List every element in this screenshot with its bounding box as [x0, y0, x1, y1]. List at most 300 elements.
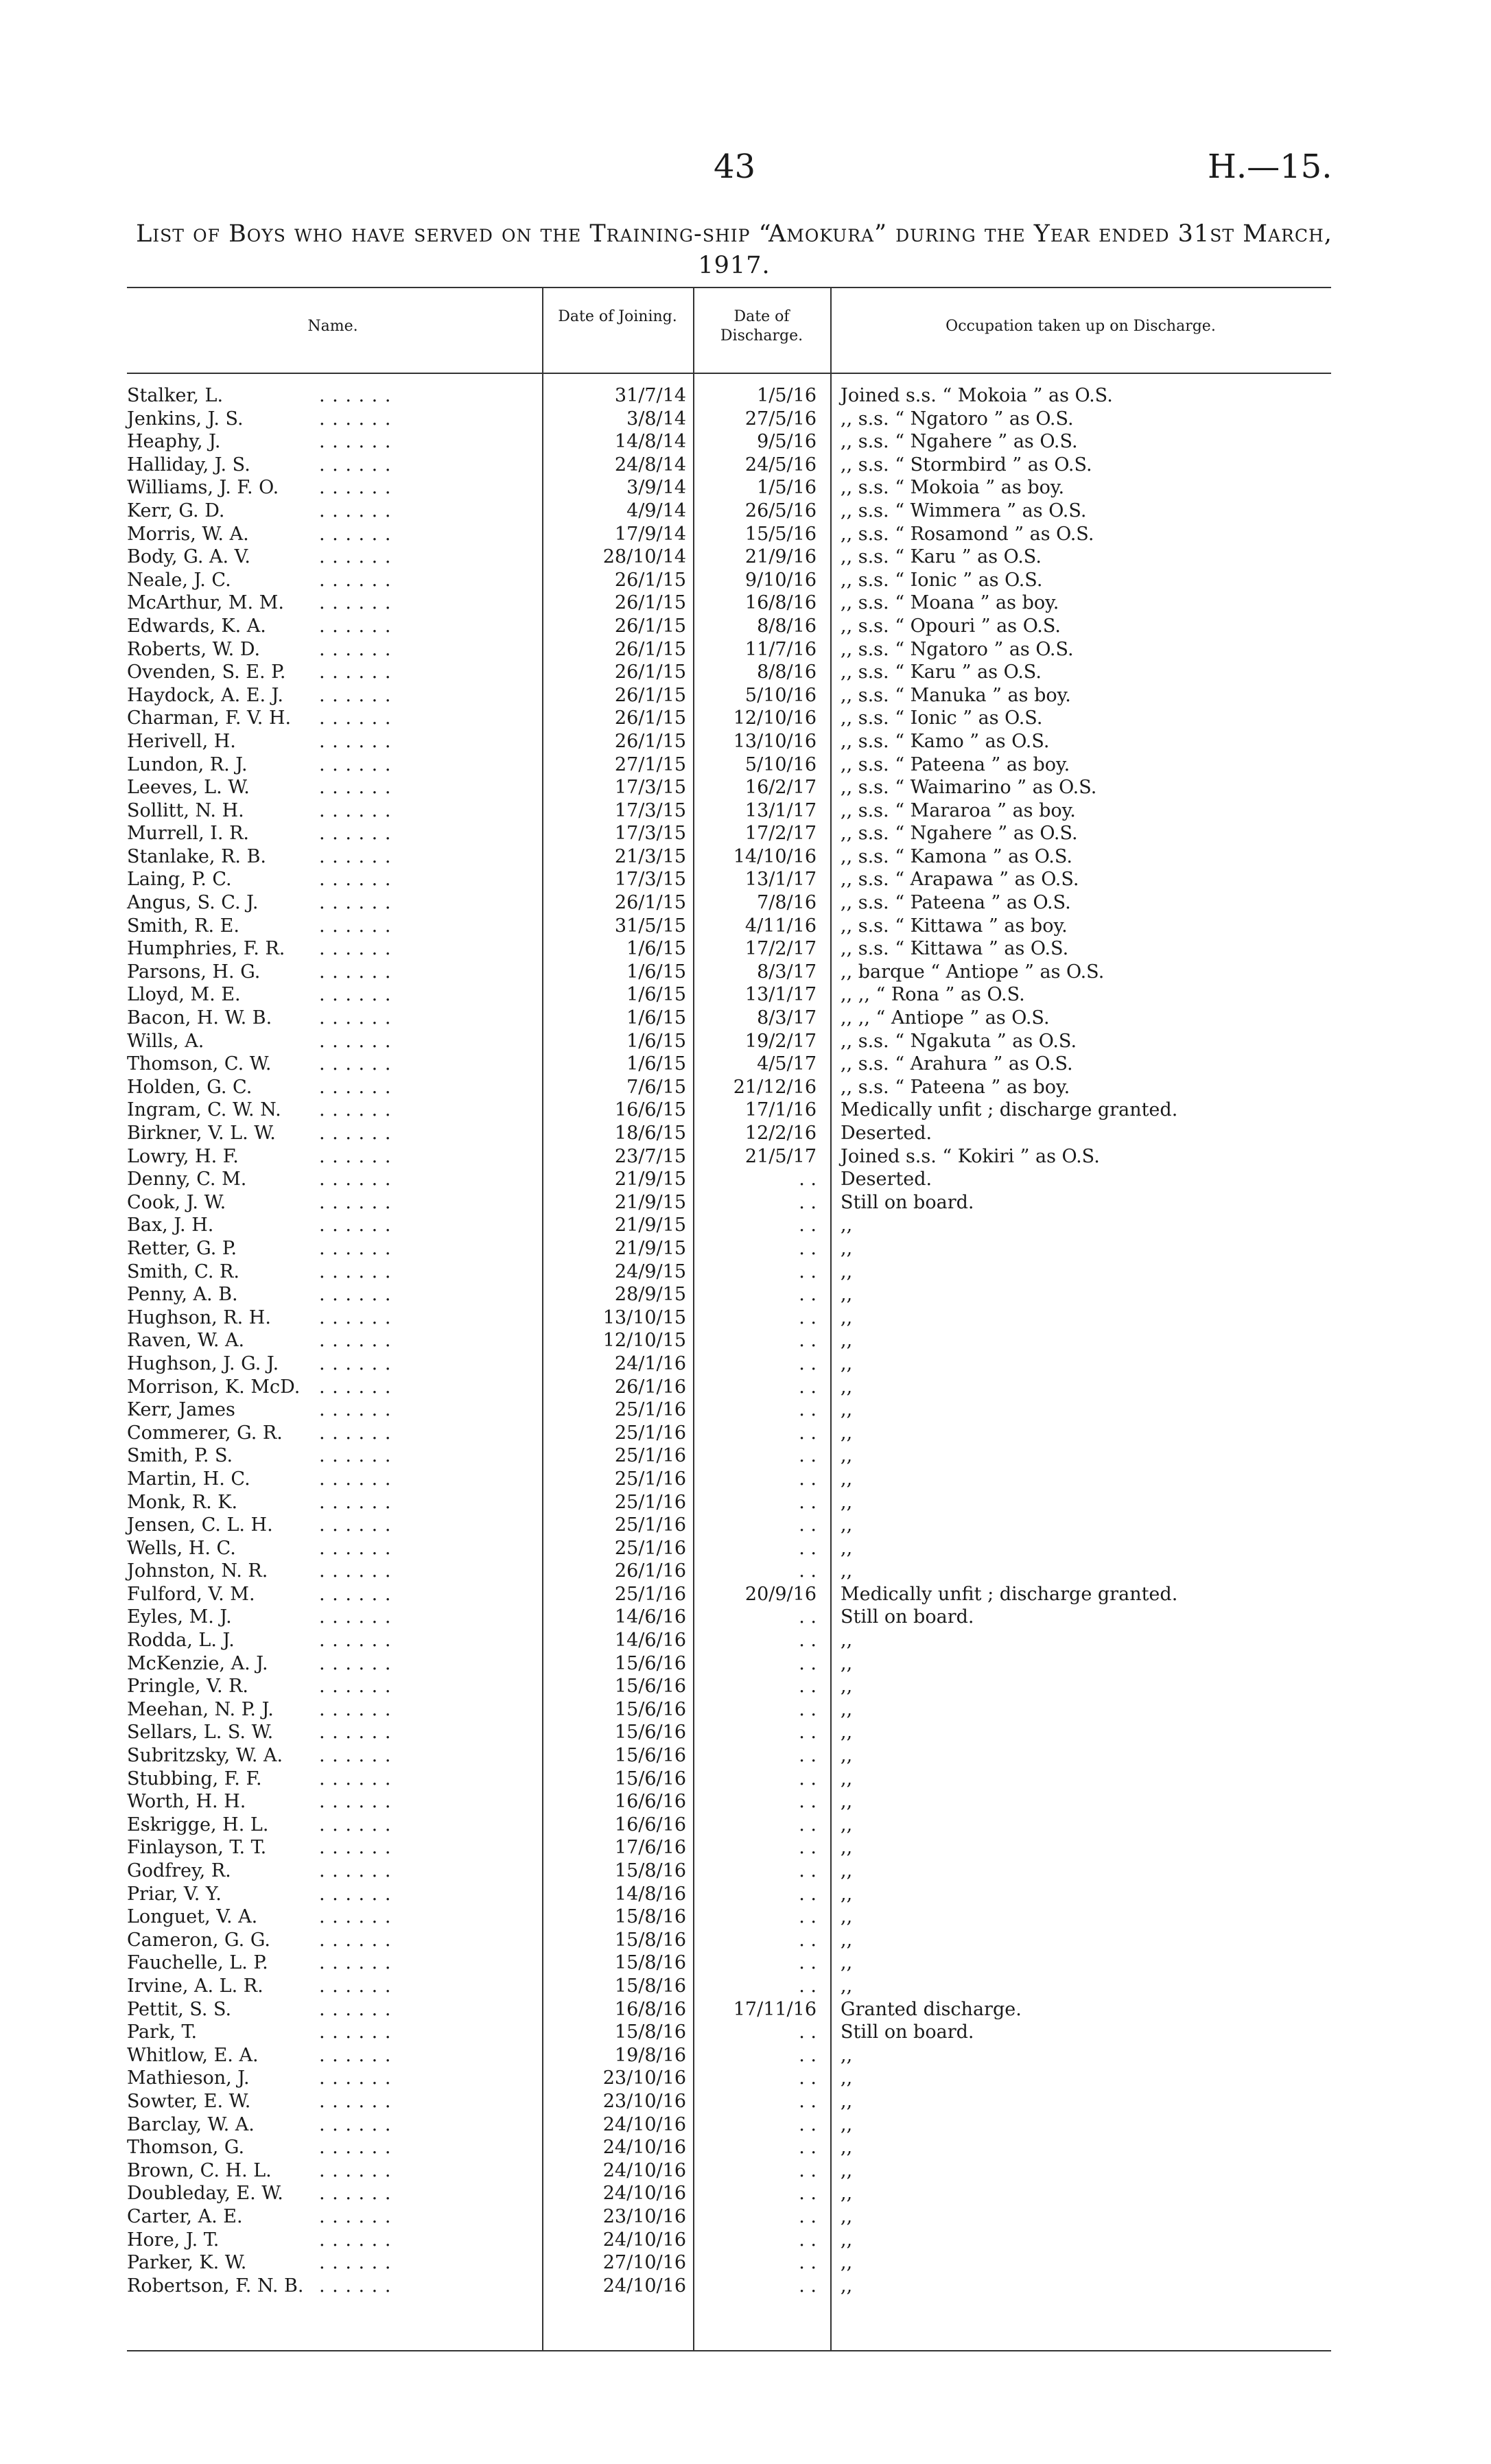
- date-of-joining: 17/9/14: [614, 523, 686, 545]
- table-row: [0, 1376, 1491, 1399]
- leader-dots: . . . . . .: [319, 1491, 392, 1513]
- occupation: ,, barque “ Antiope ” as O.S.: [841, 961, 1105, 983]
- occupation: ,, s.s. “ Kittawa ” as boy.: [841, 915, 1068, 937]
- leader-dots: . . . . . .: [319, 1123, 392, 1144]
- occupation: Joined s.s. “ Mokoia ” as O.S.: [841, 385, 1113, 406]
- date-of-discharge: . .: [799, 1768, 817, 1790]
- boy-name: Laing, P. C.: [127, 869, 232, 891]
- date-of-discharge: . .: [799, 1352, 817, 1374]
- table-row: [0, 1053, 1491, 1076]
- date-of-discharge: . .: [799, 1837, 817, 1859]
- date-of-discharge: . .: [799, 2159, 817, 2181]
- occupation: ,,: [841, 1514, 853, 1536]
- leader-dots: . . . . . .: [319, 2229, 392, 2251]
- table-row: [0, 1537, 1491, 1560]
- boy-name: Smith, C. R.: [127, 1260, 239, 1282]
- occupation: ,,: [841, 1330, 853, 1352]
- date-of-discharge: . .: [799, 2205, 817, 2227]
- date-of-joining: 15/6/16: [614, 1745, 686, 1767]
- table-row: [0, 799, 1491, 823]
- occupation: Medically unfit ; discharge granted.: [841, 1583, 1178, 1605]
- boy-name: Meehan, N. P. J.: [127, 1698, 274, 1720]
- date-of-discharge: . .: [799, 1791, 817, 1813]
- date-of-joining: 16/6/16: [614, 1791, 686, 1813]
- occupation: ,,: [841, 1376, 853, 1398]
- boy-name: Williams, J. F. O.: [127, 477, 279, 499]
- date-of-joining: 31/5/15: [614, 915, 686, 937]
- leader-dots: . . . . . .: [319, 1030, 392, 1052]
- date-of-discharge: . .: [799, 2229, 817, 2251]
- boy-name: Longuet, V. A.: [127, 1906, 258, 1928]
- occupation: ,,: [841, 1284, 853, 1306]
- date-of-discharge: . .: [799, 1537, 817, 1559]
- leader-dots: . . . . . .: [319, 431, 392, 453]
- occupation: ,, s.s. “ Karu ” as O.S.: [841, 661, 1042, 683]
- occupation: ,,: [841, 1237, 853, 1259]
- table-row: [0, 1975, 1491, 1998]
- boy-name: Hughson, R. H.: [127, 1306, 271, 1328]
- occupation: ,,: [841, 2044, 853, 2066]
- date-of-joining: 26/1/15: [614, 707, 686, 729]
- date-of-joining: 17/3/15: [614, 869, 686, 891]
- occupation: ,, s.s. “ Arahura ” as O.S.: [841, 1053, 1073, 1075]
- date-of-discharge: 17/2/17: [744, 938, 817, 960]
- leader-dots: . . . . . .: [319, 2252, 392, 2274]
- boy-name: Pringle, V. R.: [127, 1676, 249, 1698]
- date-of-joining: 26/1/15: [614, 569, 686, 591]
- boy-name: Whitlow, E. A.: [127, 2044, 259, 2066]
- occupation: ,,: [841, 1491, 853, 1513]
- boy-name: Ingram, C. W. N.: [127, 1099, 281, 1121]
- table-row: [0, 1998, 1491, 2021]
- boy-name: Birkner, V. L. W.: [127, 1123, 276, 1144]
- date-of-joining: 24/10/16: [602, 2183, 686, 2205]
- date-of-discharge: . .: [799, 2113, 817, 2135]
- date-of-discharge: . .: [799, 1560, 817, 1582]
- boy-name: Jenkins, J. S.: [127, 408, 244, 430]
- boy-name: Haydock, A. E. J.: [127, 684, 283, 706]
- table-row: [0, 1398, 1491, 1422]
- table-row: [0, 2205, 1491, 2229]
- boy-name: Murrell, I. R.: [127, 823, 250, 845]
- date-of-discharge: 9/10/16: [744, 569, 817, 591]
- boy-name: Halliday, J. S.: [127, 454, 250, 476]
- occupation: ,, s.s. “ Rosamond ” as O.S.: [841, 523, 1094, 545]
- occupation: ,,: [841, 1399, 853, 1421]
- table-row: [0, 2090, 1491, 2113]
- date-of-discharge: . .: [799, 1306, 817, 1328]
- date-of-discharge: . .: [799, 1514, 817, 1536]
- leader-dots: . . . . . .: [319, 915, 392, 937]
- date-of-joining: 15/6/16: [614, 1652, 686, 1674]
- date-of-joining: 25/1/16: [614, 1399, 686, 1421]
- date-of-discharge: 21/5/17: [744, 1145, 817, 1167]
- date-of-discharge: . .: [799, 1284, 817, 1306]
- occupation: ,, s.s. “ Kamona ” as O.S.: [841, 845, 1072, 867]
- date-of-joining: 23/10/16: [602, 2090, 686, 2112]
- date-of-joining: 24/1/16: [614, 1352, 686, 1374]
- leader-dots: . . . . . .: [319, 1445, 392, 1467]
- date-of-discharge: 19/2/17: [744, 1030, 817, 1052]
- boy-name: Lloyd, M. E.: [127, 984, 241, 1006]
- date-of-discharge: . .: [799, 1722, 817, 1744]
- occupation: ,, s.s. “ Pateena ” as boy.: [841, 1076, 1070, 1098]
- date-of-joining: 26/1/15: [614, 661, 686, 683]
- date-of-joining: 26/1/15: [614, 615, 686, 637]
- date-of-joining: 25/1/16: [614, 1514, 686, 1536]
- date-of-discharge: . .: [799, 1399, 817, 1421]
- date-of-joining: 26/1/15: [614, 892, 686, 914]
- table-row: [0, 1698, 1491, 1722]
- leader-dots: . . . . . .: [319, 938, 392, 960]
- occupation: ,, s.s. “ Ngahere ” as O.S.: [841, 431, 1078, 453]
- date-of-discharge: . .: [799, 1491, 817, 1513]
- table-row: [0, 1905, 1491, 1929]
- table-row: [0, 1514, 1491, 1537]
- table-row: [0, 1099, 1491, 1122]
- occupation: Still on board.: [841, 1606, 974, 1628]
- leader-dots: . . . . . .: [319, 2067, 392, 2089]
- leader-dots: . . . . . .: [319, 592, 392, 614]
- table-row: [0, 822, 1491, 845]
- boy-name: Rodda, L. J.: [127, 1630, 235, 1652]
- boy-name: Ovenden, S. E. P.: [127, 661, 286, 683]
- date-of-discharge: . .: [799, 1191, 817, 1213]
- table-row: [0, 1444, 1491, 1468]
- occupation: ,, s.s. “ Ngahere ” as O.S.: [841, 823, 1078, 845]
- leader-dots: . . . . . .: [319, 615, 392, 637]
- leader-dots: . . . . . .: [319, 1537, 392, 1559]
- occupation: ,, s.s. “ Opouri ” as O.S.: [841, 615, 1061, 637]
- date-of-discharge: 5/10/16: [744, 753, 817, 775]
- leader-dots: . . . . . .: [319, 1399, 392, 1421]
- table-row: [0, 730, 1491, 753]
- date-of-joining: 17/3/15: [614, 823, 686, 845]
- boy-name: Sollitt, N. H.: [127, 799, 244, 821]
- leader-dots: . . . . . .: [319, 869, 392, 891]
- occupation: ,, s.s. “ Pateena ” as O.S.: [841, 892, 1071, 914]
- date-of-joining: 1/6/15: [626, 938, 686, 960]
- occupation: ,,: [841, 2252, 853, 2274]
- occupation: ,,: [841, 1422, 853, 1444]
- date-of-joining: 25/1/16: [614, 1468, 686, 1490]
- date-of-discharge: . .: [799, 2183, 817, 2205]
- leader-dots: . . . . . .: [319, 730, 392, 752]
- boy-name: Herivell, H.: [127, 730, 236, 752]
- leader-dots: . . . . . .: [319, 1745, 392, 1767]
- occupation: Medically unfit ; discharge granted.: [841, 1099, 1178, 1121]
- date-of-discharge: . .: [799, 2137, 817, 2159]
- leader-dots: . . . . . .: [319, 1768, 392, 1790]
- table-row: [0, 2136, 1491, 2159]
- leader-dots: . . . . . .: [319, 1191, 392, 1213]
- leader-dots: . . . . . .: [319, 1215, 392, 1236]
- table-row: [0, 1468, 1491, 1491]
- table-row: [0, 1237, 1491, 1260]
- boy-name: Cameron, G. G.: [127, 1929, 271, 1951]
- occupation: Still on board.: [841, 2021, 974, 2043]
- table-row: [0, 384, 1491, 408]
- occupation: ,,: [841, 1260, 853, 1282]
- table-row: [0, 1814, 1491, 1837]
- date-of-discharge: 13/1/17: [744, 984, 817, 1006]
- date-of-joining: 16/8/16: [614, 1998, 686, 2020]
- leader-dots: . . . . . .: [319, 1929, 392, 1951]
- leader-dots: . . . . . .: [319, 984, 392, 1006]
- leader-dots: . . . . . .: [319, 1630, 392, 1652]
- leader-dots: . . . . . .: [319, 408, 392, 430]
- boy-name: Morrison, K. McD.: [127, 1376, 301, 1398]
- boy-name: Charman, F. V. H.: [127, 707, 292, 729]
- boy-name: Angus, S. C. J.: [127, 892, 259, 914]
- boy-name: Pettit, S. S.: [127, 1998, 232, 2020]
- table-row: [0, 1606, 1491, 1629]
- occupation: ,, s.s. “ Moana ” as boy.: [841, 592, 1059, 614]
- date-of-discharge: 8/3/17: [757, 961, 817, 983]
- date-of-discharge: 17/1/16: [744, 1099, 817, 1121]
- date-of-joining: 26/1/16: [614, 1376, 686, 1398]
- date-of-joining: 21/3/15: [614, 845, 686, 867]
- boy-name: Heaphy, J.: [127, 431, 221, 453]
- date-of-discharge: . .: [799, 1422, 817, 1444]
- table-row: [0, 1744, 1491, 1768]
- date-of-discharge: . .: [799, 2021, 817, 2043]
- leader-dots: . . . . . .: [319, 1099, 392, 1121]
- occupation: ,,: [841, 1814, 853, 1835]
- table-row: [0, 1076, 1491, 1099]
- table-row: [0, 476, 1491, 500]
- occupation: ,,: [841, 2067, 853, 2089]
- table-row: [0, 891, 1491, 915]
- date-of-joining: 24/10/16: [602, 2113, 686, 2135]
- occupation: Granted discharge.: [841, 1998, 1022, 2020]
- table-row: [0, 2044, 1491, 2067]
- boy-name: Raven, W. A.: [127, 1330, 245, 1352]
- leader-dots: . . . . . .: [319, 1284, 392, 1306]
- boy-name: Commerer, G. R.: [127, 1422, 283, 1444]
- boys-table-body: [0, 384, 1491, 2297]
- table-row: [0, 2275, 1491, 2298]
- date-of-joining: 13/10/15: [602, 1306, 686, 1328]
- leader-dots: . . . . . .: [319, 2044, 392, 2066]
- document-code: H.—15.: [1208, 148, 1332, 186]
- boy-name: Bax, J. H.: [127, 1215, 214, 1236]
- boy-name: McArthur, M. M.: [127, 592, 284, 614]
- date-of-joining: 25/1/16: [614, 1422, 686, 1444]
- leader-dots: . . . . . .: [319, 1906, 392, 1928]
- occupation: ,,: [841, 2090, 853, 2112]
- boy-name: Smith, R. E.: [127, 915, 239, 937]
- date-of-joining: 1/6/15: [626, 1053, 686, 1075]
- date-of-joining: 15/6/16: [614, 1676, 686, 1698]
- occupation: ,, s.s. “ Kittawa ” as O.S.: [841, 938, 1069, 960]
- table-row: [0, 430, 1491, 454]
- occupation: ,,: [841, 1215, 853, 1236]
- date-of-discharge: 15/5/16: [744, 523, 817, 545]
- boy-name: Robertson, F. N. B.: [127, 2275, 304, 2297]
- date-of-joining: 14/8/14: [614, 431, 686, 453]
- occupation: ,,: [841, 1560, 853, 1582]
- table-row: [0, 2021, 1491, 2044]
- table-row: [0, 591, 1491, 615]
- table-row: [0, 1422, 1491, 1445]
- occupation: ,,: [841, 2275, 853, 2297]
- leader-dots: . . . . . .: [319, 1468, 392, 1490]
- boy-name: Thomson, C. W.: [127, 1053, 272, 1075]
- leader-dots: . . . . . .: [319, 684, 392, 706]
- date-of-joining: 1/6/15: [626, 961, 686, 983]
- date-of-joining: 14/8/16: [614, 1883, 686, 1905]
- boy-name: Mathieson, J.: [127, 2067, 250, 2089]
- date-of-joining: 24/10/16: [602, 2159, 686, 2181]
- date-of-joining: 15/8/16: [614, 1860, 686, 1881]
- date-of-joining: 15/8/16: [614, 2021, 686, 2043]
- date-of-discharge: 1/5/16: [757, 385, 817, 406]
- table-row: [0, 545, 1491, 569]
- boy-name: Sowter, E. W.: [127, 2090, 251, 2112]
- boy-name: Eskrigge, H. L.: [127, 1814, 269, 1835]
- date-of-joining: 15/6/16: [614, 1768, 686, 1790]
- leader-dots: . . . . . .: [319, 638, 392, 660]
- date-of-joining: 21/9/15: [614, 1237, 686, 1259]
- leader-dots: . . . . . .: [319, 845, 392, 867]
- occupation: ,, s.s. “ Stormbird ” as O.S.: [841, 454, 1092, 476]
- date-of-joining: 26/1/15: [614, 684, 686, 706]
- leader-dots: . . . . . .: [319, 2137, 392, 2159]
- boy-name: Johnston, N. R.: [127, 1560, 268, 1582]
- boy-name: Body, G. A. V.: [127, 546, 251, 568]
- boy-name: Cook, J. W.: [127, 1191, 226, 1213]
- boy-name: Kerr, G. D.: [127, 500, 225, 521]
- leader-dots: . . . . . .: [319, 2113, 392, 2135]
- date-of-discharge: . .: [799, 1330, 817, 1352]
- table-row: [0, 1352, 1491, 1376]
- date-of-discharge: . .: [799, 1952, 817, 1974]
- leader-dots: . . . . . .: [319, 2205, 392, 2227]
- leader-dots: . . . . . .: [319, 1883, 392, 1905]
- date-of-discharge: 1/5/16: [757, 477, 817, 499]
- date-of-joining: 15/8/16: [614, 1975, 686, 1997]
- leader-dots: . . . . . .: [319, 1860, 392, 1881]
- date-of-discharge: 20/9/16: [744, 1583, 817, 1605]
- leader-dots: . . . . . .: [319, 1145, 392, 1167]
- date-of-discharge: . .: [799, 1929, 817, 1951]
- boy-name: Wells, H. C.: [127, 1537, 236, 1559]
- table-row: [0, 1491, 1491, 1514]
- occupation: Joined s.s. “ Kokiri ” as O.S.: [841, 1145, 1100, 1167]
- leader-dots: . . . . . .: [319, 661, 392, 683]
- leader-dots: . . . . . .: [319, 799, 392, 821]
- occupation: ,, s.s. “ Karu ” as O.S.: [841, 546, 1042, 568]
- table-row: [0, 569, 1491, 592]
- date-of-discharge: 17/11/16: [733, 1998, 817, 2020]
- leader-dots: . . . . . .: [319, 1237, 392, 1259]
- date-of-joining: 15/8/16: [614, 1906, 686, 1928]
- table-row: [0, 408, 1491, 431]
- table-row: [0, 868, 1491, 891]
- boy-name: Morris, W. A.: [127, 523, 249, 545]
- boy-name: Fulford, V. M.: [127, 1583, 255, 1605]
- leader-dots: . . . . . .: [319, 2183, 392, 2205]
- occupation: ,,: [841, 2159, 853, 2181]
- date-of-discharge: . .: [799, 1698, 817, 1720]
- boy-name: Neale, J. C.: [127, 569, 231, 591]
- table-title: List of Boys who have served on the Training-ship “Amokura” during the Year ended 31st March, 1917.: [136, 220, 1332, 279]
- leader-dots: . . . . . .: [319, 823, 392, 845]
- table-row: [0, 2113, 1491, 2137]
- date-of-discharge: 8/8/16: [757, 661, 817, 683]
- table-row: [0, 1583, 1491, 1606]
- occupation: ,,: [841, 1929, 853, 1951]
- date-of-discharge: 14/10/16: [733, 845, 817, 867]
- date-of-discharge: . .: [799, 1630, 817, 1652]
- boy-name: Worth, H. H.: [127, 1791, 246, 1813]
- boy-name: Park, T.: [127, 2021, 198, 2043]
- boy-name: Holden, G. C.: [127, 1076, 253, 1098]
- date-of-discharge: 8/8/16: [757, 615, 817, 637]
- occupation: ,,: [841, 1722, 853, 1744]
- date-of-discharge: . .: [799, 1468, 817, 1490]
- boy-name: Lundon, R. J.: [127, 753, 248, 775]
- date-of-discharge: . .: [799, 1906, 817, 1928]
- date-of-joining: 15/8/16: [614, 1929, 686, 1951]
- boy-name: Humphries, F. R.: [127, 938, 285, 960]
- date-of-joining: 21/9/15: [614, 1191, 686, 1213]
- table-row: [0, 937, 1491, 961]
- occupation: ,, s.s. “ Mararoa ” as boy.: [841, 799, 1076, 821]
- date-of-discharge: . .: [799, 1745, 817, 1767]
- occupation: ,,: [841, 1883, 853, 1905]
- boy-name: Finlayson, T. T.: [127, 1837, 267, 1859]
- date-of-joining: 17/3/15: [614, 799, 686, 821]
- leader-dots: . . . . . .: [319, 1306, 392, 1328]
- leader-dots: . . . . . .: [319, 546, 392, 568]
- occupation: ,,: [841, 1952, 853, 1974]
- date-of-discharge: . .: [799, 1445, 817, 1467]
- date-of-joining: 26/1/15: [614, 638, 686, 660]
- boy-name: Sellars, L. S. W.: [127, 1722, 274, 1744]
- date-of-joining: 1/6/15: [626, 984, 686, 1006]
- leader-dots: . . . . . .: [319, 2090, 392, 2112]
- date-of-joining: 3/8/14: [626, 408, 686, 430]
- date-of-joining: 21/9/15: [614, 1215, 686, 1236]
- boy-name: Martin, H. C.: [127, 1468, 250, 1490]
- leader-dots: . . . . . .: [319, 2275, 392, 2297]
- table-row: [0, 2229, 1491, 2252]
- table-row: [0, 776, 1491, 799]
- leader-dots: . . . . . .: [319, 454, 392, 476]
- boy-name: Kerr, James: [127, 1399, 235, 1421]
- boy-name: Parker, K. W.: [127, 2252, 247, 2274]
- date-of-joining: 7/6/15: [626, 1076, 686, 1098]
- boy-name: Monk, R. K.: [127, 1491, 238, 1513]
- date-of-joining: 17/3/15: [614, 777, 686, 799]
- date-of-discharge: 17/2/17: [744, 823, 817, 845]
- date-of-joining: 24/10/16: [602, 2137, 686, 2159]
- date-of-joining: 27/1/15: [614, 753, 686, 775]
- table-row: [0, 1768, 1491, 1791]
- boy-name: Thomson, G.: [127, 2137, 245, 2159]
- occupation: ,, s.s. “ Ionic ” as O.S.: [841, 707, 1043, 729]
- occupation: ,,: [841, 1745, 853, 1767]
- date-of-joining: 14/6/16: [614, 1606, 686, 1628]
- date-of-discharge: . .: [799, 1860, 817, 1881]
- table-row: [0, 1168, 1491, 1191]
- table-row: [0, 1329, 1491, 1352]
- date-of-joining: 25/1/16: [614, 1491, 686, 1513]
- table-row: [0, 1283, 1491, 1306]
- occupation: ,, s.s. “ Wimmera ” as O.S.: [841, 500, 1087, 521]
